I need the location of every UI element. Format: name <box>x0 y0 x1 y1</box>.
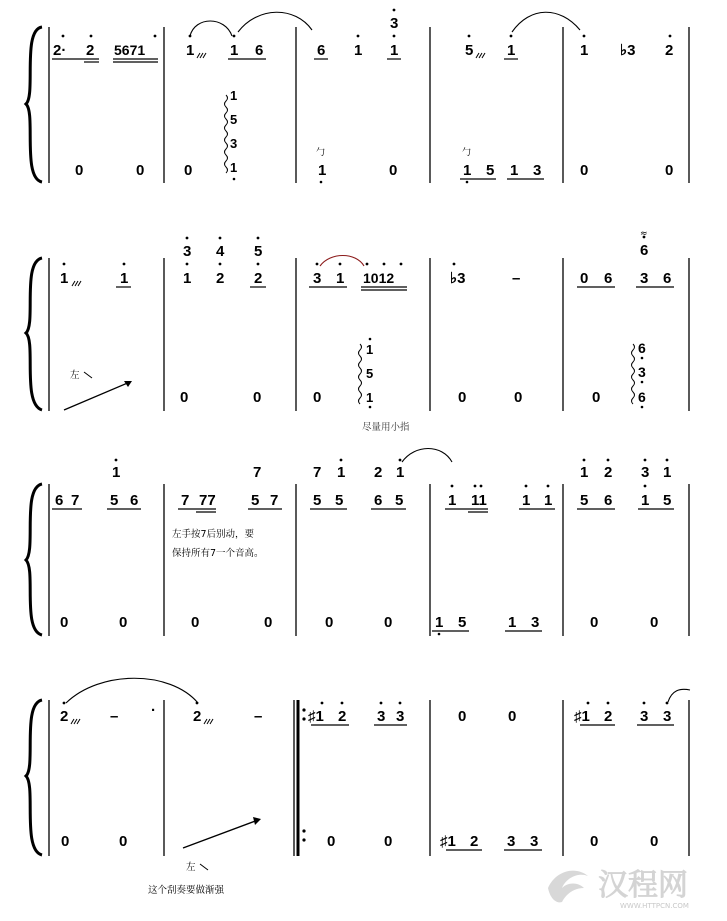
note: 0 <box>590 614 599 631</box>
note: 6 <box>255 42 264 59</box>
note: 0 <box>590 833 599 850</box>
note: 7 <box>313 464 322 481</box>
repeat-dots <box>302 708 305 841</box>
underlines <box>52 509 674 512</box>
note: 6 <box>640 242 649 259</box>
note: 4 <box>216 243 225 260</box>
bass-marks <box>64 338 643 410</box>
note: 1 <box>112 464 121 481</box>
note: 1 <box>390 42 399 59</box>
note: 0 <box>580 270 589 287</box>
treble-notes <box>60 702 671 725</box>
note: 0 <box>650 833 659 850</box>
note: 0 <box>665 162 674 179</box>
note: 5 <box>580 492 589 509</box>
note: 7 <box>71 492 80 509</box>
note: 5 <box>663 492 672 509</box>
note: 5 <box>251 492 260 509</box>
svg-text:汉程网: 汉程网 <box>598 868 688 903</box>
note: 0 <box>253 389 262 406</box>
svg-text:勹: 勹 <box>316 148 326 158</box>
note: 5 <box>366 366 374 381</box>
note: 3 <box>663 708 672 725</box>
note: 1 <box>230 160 238 175</box>
bass-marks <box>183 817 542 873</box>
note: 6 <box>374 492 383 509</box>
note: 3 <box>313 270 322 287</box>
note: 3 <box>377 708 386 725</box>
note: 1 <box>396 464 405 481</box>
note: 2 <box>665 42 674 59</box>
note: 1 <box>336 270 345 287</box>
note: 0 <box>508 708 517 725</box>
underlines <box>52 59 518 62</box>
note: 0 <box>180 389 189 406</box>
note: 1 <box>580 464 589 481</box>
watermark-logo-icon <box>548 871 588 903</box>
note: 2 <box>470 833 479 850</box>
svg-text:WWW.HTTPCN.COM: WWW.HTTPCN.COM <box>620 902 689 910</box>
grand-staff-brace <box>26 700 42 855</box>
system-3 <box>26 449 689 637</box>
bass-marks <box>432 631 542 635</box>
note: 3 <box>641 464 650 481</box>
note: 1 <box>120 270 129 287</box>
note: 1 <box>448 492 457 509</box>
bass-marks <box>225 95 545 183</box>
system-2 <box>26 229 689 433</box>
note: 1 <box>183 270 192 287</box>
note: 0 <box>389 162 398 179</box>
left-hand-label: 左 <box>186 862 196 873</box>
note: 1 <box>510 162 519 179</box>
note: 77 <box>199 492 216 509</box>
treble-notes <box>55 464 671 509</box>
note: 1 <box>354 42 363 59</box>
note: ♯1 <box>574 708 590 725</box>
note: 1 <box>544 492 553 509</box>
glissando-arrow <box>64 382 130 410</box>
slurs <box>66 678 690 703</box>
note: 0 <box>458 708 467 725</box>
note: 5 <box>230 112 238 127</box>
note: 1 <box>366 342 374 357</box>
note: 2 <box>193 708 202 725</box>
note: 3 <box>183 243 192 260</box>
note: 3 <box>390 15 399 32</box>
note: 0 <box>191 614 200 631</box>
note: 0 <box>325 614 334 631</box>
gradual-annotation: 这个刮奏要做渐强 <box>148 885 225 896</box>
note: 0 <box>119 833 128 850</box>
note: 3 <box>530 833 539 850</box>
note: – <box>254 708 263 725</box>
hold-annotation <box>172 528 264 559</box>
note: 11 <box>471 492 487 509</box>
note: 5 <box>458 614 467 631</box>
note: 5 <box>110 492 119 509</box>
note: 1 <box>435 614 444 631</box>
note: 1 <box>230 88 238 103</box>
note: 0 <box>327 833 336 850</box>
tremolo-marks <box>71 719 213 724</box>
note: 0 <box>61 833 70 850</box>
note: 2 <box>60 708 69 725</box>
system-1 <box>26 9 689 184</box>
grand-staff-brace <box>26 484 42 635</box>
note: 0 <box>60 614 69 631</box>
note: 2 <box>338 708 347 725</box>
note: 5 <box>465 42 474 59</box>
underlines <box>116 287 674 290</box>
note: 5 <box>395 492 404 509</box>
note: 7 <box>270 492 279 509</box>
note: 6 <box>604 270 613 287</box>
note: 6 <box>638 340 646 356</box>
note: 1 <box>507 42 516 59</box>
note: 1012 <box>363 270 395 286</box>
note: 1 <box>663 464 672 481</box>
note: · <box>151 702 156 719</box>
note: 0 <box>313 389 322 406</box>
note: ♭3 <box>450 270 466 287</box>
note: ♯1 <box>308 708 324 725</box>
note: 0 <box>119 614 128 631</box>
note: 0 <box>580 162 589 179</box>
left-hand-label: 左 <box>70 370 80 381</box>
treble-notes <box>60 242 671 287</box>
note: 6 <box>55 492 64 509</box>
note: 1 <box>230 42 239 59</box>
note: 0 <box>384 614 393 631</box>
note: 0 <box>458 389 467 406</box>
note: 1 <box>522 492 531 509</box>
bass-notes <box>60 614 658 631</box>
note: 0 <box>184 162 193 179</box>
note: 3 <box>638 364 646 380</box>
note: 2 <box>254 270 263 287</box>
watermark <box>548 868 689 910</box>
tremolo-marks <box>197 53 485 58</box>
note: 3 <box>507 833 516 850</box>
note: 1 <box>366 390 374 405</box>
bass-notes <box>75 88 673 179</box>
note: ♯1 <box>440 833 456 850</box>
note: 1 <box>337 464 346 481</box>
note: 5 <box>313 492 322 509</box>
note: 0 <box>592 389 601 406</box>
note: 3 <box>640 270 649 287</box>
note: 3 <box>531 614 540 631</box>
note: 3 <box>533 162 542 179</box>
note: 0 <box>514 389 523 406</box>
note: – <box>512 270 521 287</box>
note: 1 <box>508 614 517 631</box>
note: 3 <box>640 708 649 725</box>
bass-notes <box>180 340 646 406</box>
svg-text:左手按7后别动，要: 左手按7后别动，要 <box>172 529 255 540</box>
note: 1 <box>318 162 327 179</box>
note: 7 <box>181 492 190 509</box>
bass-notes <box>61 833 658 850</box>
note: ♭3 <box>620 42 636 59</box>
note: 2 <box>604 464 613 481</box>
note: 1 <box>463 162 472 179</box>
slur <box>320 256 364 267</box>
note: 6 <box>604 492 613 509</box>
note: 1 <box>641 492 650 509</box>
glissando-arrow <box>183 820 258 848</box>
note: 5 <box>486 162 495 179</box>
note: 0 <box>264 614 273 631</box>
note: 0 <box>650 614 659 631</box>
note: 0 <box>75 162 84 179</box>
grand-staff-brace <box>26 27 42 182</box>
note: 3 <box>230 136 238 151</box>
note: 7 <box>253 464 262 481</box>
note: 1 <box>60 270 69 287</box>
note: 2 <box>374 464 383 481</box>
note: 6 <box>638 389 646 405</box>
pinky-annotation: 尽量用小指 <box>362 422 410 433</box>
note: 1 <box>186 42 195 59</box>
system-4 <box>26 678 690 896</box>
tremolo-marks <box>72 281 81 286</box>
note: 0 <box>384 833 393 850</box>
note: 2 <box>86 42 95 59</box>
turn-mark: ≈ <box>640 229 648 239</box>
note: 2· <box>53 42 67 59</box>
octave-dots <box>62 9 672 38</box>
note: 6 <box>130 492 139 509</box>
octave-dots <box>63 236 649 266</box>
note: 5671 <box>114 42 146 58</box>
note: 6 <box>317 42 326 59</box>
note: – <box>110 708 119 725</box>
note: 5 <box>335 492 344 509</box>
note: 2 <box>216 270 225 287</box>
note: 2 <box>604 708 613 725</box>
note: 6 <box>663 270 672 287</box>
grand-staff-brace <box>26 258 42 410</box>
slur <box>402 449 452 463</box>
treble-notes <box>53 15 673 59</box>
svg-text:勹: 勹 <box>462 148 472 158</box>
note: 3 <box>396 708 405 725</box>
note: 0 <box>136 162 145 179</box>
svg-text:保持所有7一个音高。: 保持所有7一个音高。 <box>172 548 264 559</box>
note: 5 <box>254 243 263 260</box>
note: 1 <box>580 42 589 59</box>
slurs <box>190 12 580 36</box>
